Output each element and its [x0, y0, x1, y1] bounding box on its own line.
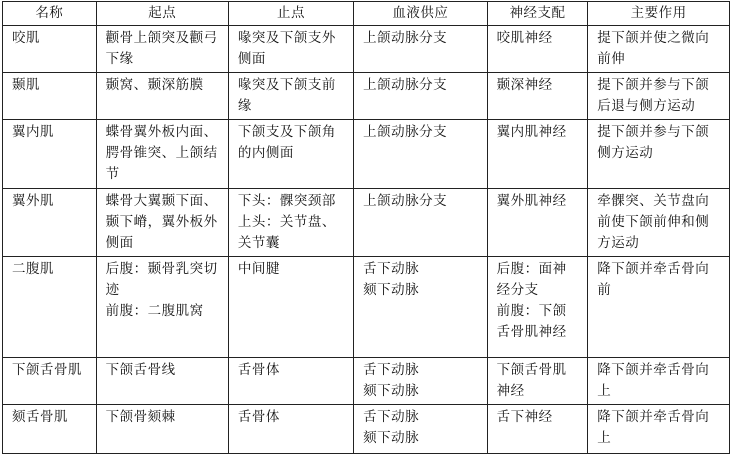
cell-nerve-supply: 舌下神经: [487, 405, 588, 454]
table-row: [3, 405, 730, 454]
cell-name: 下颌舌骨肌: [3, 358, 97, 405]
cell-insertion: 下头：髁突颈部 上头：关节盘、关节囊: [228, 189, 353, 257]
cell-insertion: 喙突及下颌支外侧面: [228, 26, 353, 73]
muscle-table: [2, 1, 730, 454]
cell-main-action: 降下颌并牵舌骨向前: [588, 257, 730, 358]
header-origin: 起点: [96, 2, 228, 26]
cell-blood-supply: 上颌动脉分支: [354, 26, 487, 73]
cell-origin: 颞窝、颞深筋膜: [96, 73, 228, 120]
cell-blood-supply: 舌下动脉 颏下动脉: [354, 405, 487, 454]
cell-nerve-supply: 翼内肌神经: [487, 120, 588, 189]
cell-name: 翼内肌: [3, 120, 97, 189]
cell-main-action: 提下颌并参与下颌侧方运动: [588, 120, 730, 189]
cell-main-action: 提下颌并使之微向前伸: [588, 26, 730, 73]
cell-origin: 蝶骨大翼颞下面、颞下嵴，翼外板外侧面: [96, 189, 228, 257]
cell-insertion: 舌骨体: [228, 358, 353, 405]
cell-blood-supply: 上颌动脉分支: [354, 120, 487, 189]
cell-nerve-supply: 后腹：面神经分支 前腹：下颌舌骨肌神经: [487, 257, 588, 358]
cell-origin: 下颌骨颏棘: [96, 405, 228, 454]
header-insertion: 止点: [228, 2, 353, 26]
cell-insertion: 舌骨体: [228, 405, 353, 454]
header-blood-supply: 血液供应: [354, 2, 487, 26]
table-header-row: [3, 2, 730, 26]
table-row: [3, 73, 730, 120]
table-row: [3, 257, 730, 358]
table-row: [3, 358, 730, 405]
cell-name: 翼外肌: [3, 189, 97, 257]
header-main-action: 主要作用: [588, 2, 730, 26]
cell-blood-supply: 上颌动脉分支: [354, 189, 487, 257]
cell-main-action: 提下颌并参与下颌后退与侧方运动: [588, 73, 730, 120]
cell-nerve-supply: 咬肌神经: [487, 26, 588, 73]
cell-nerve-supply: 翼外肌神经: [487, 189, 588, 257]
table-row: [3, 26, 730, 73]
cell-name: 二腹肌: [3, 257, 97, 358]
cell-insertion: 喙突及下颌支前缘: [228, 73, 353, 120]
cell-origin: 后腹：颞骨乳突切迹 前腹：二腹肌窝: [96, 257, 228, 358]
cell-insertion: 下颌支及下颌角的内侧面: [228, 120, 353, 189]
table-row: [3, 189, 730, 257]
table-row: [3, 120, 730, 189]
header-nerve-supply: 神经支配: [487, 2, 588, 26]
cell-origin: 下颌舌骨线: [96, 358, 228, 405]
cell-main-action: 牵髁突、关节盘向前使下颌前伸和侧方运动: [588, 189, 730, 257]
cell-blood-supply: 舌下动脉 颏下动脉: [354, 358, 487, 405]
cell-blood-supply: 舌下动脉 颏下动脉: [354, 257, 487, 358]
cell-origin: 颧骨上颌突及颧弓下缘: [96, 26, 228, 73]
cell-name: 咬肌: [3, 26, 97, 73]
header-name: 名称: [3, 2, 97, 26]
cell-main-action: 降下颌并牵舌骨向上: [588, 358, 730, 405]
cell-nerve-supply: 下颌舌骨肌神经: [487, 358, 588, 405]
cell-nerve-supply: 颞深神经: [487, 73, 588, 120]
cell-name: 颏舌骨肌: [3, 405, 97, 454]
cell-insertion: 中间腱: [228, 257, 353, 358]
cell-name: 颞肌: [3, 73, 97, 120]
cell-origin: 蝶骨翼外板内面、腭骨锥突、上颌结节: [96, 120, 228, 189]
cell-main-action: 降下颌并牵舌骨向上: [588, 405, 730, 454]
cell-blood-supply: 上颌动脉分支: [354, 73, 487, 120]
